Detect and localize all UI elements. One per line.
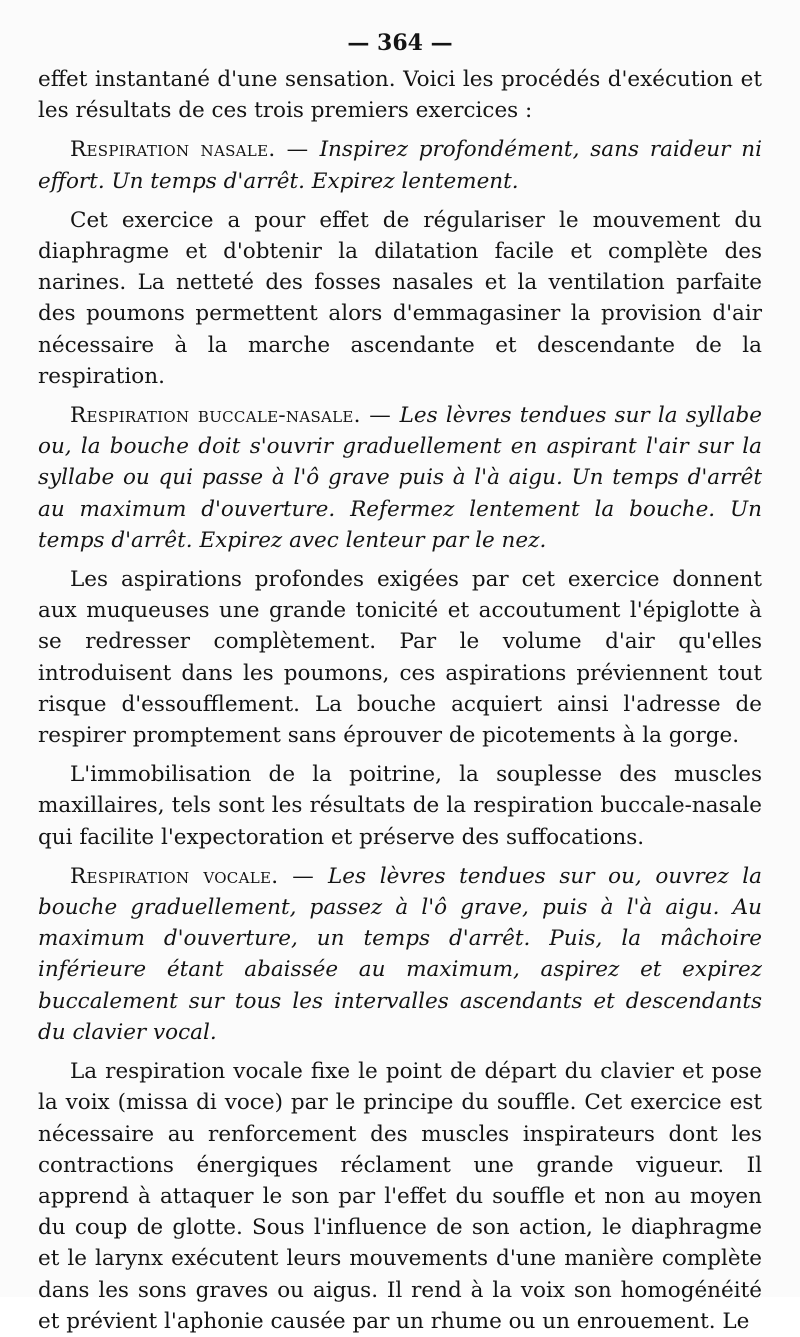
instructions-respiration-buccale-nasale: Les lèvres tendues sur la syllabe ou, la bouche doit s'ouvrir graduellement en aspirant l'air sur la syllabe ou qui passe à l'ô grave puis à l'à aigu. Un temps d'arrêt au maximum d'ouverture. Refermez lentement la bouche. Un temps d'arrêt. Expirez avec lenteur par le nez. bbox=[38, 403, 763, 553]
paragraph-vocale-effects bbox=[38, 1056, 762, 1337]
paragraph-respiration-buccale-nasale bbox=[38, 400, 762, 556]
paragraph-intro bbox=[38, 64, 762, 126]
heading-respiration-nasale: Respiration nasale. — bbox=[70, 137, 320, 163]
heading-respiration-buccale-nasale: Respiration buccale-nasale. — bbox=[70, 403, 400, 429]
paragraph-vocale-effects-text: La respiration vocale fixe le point de départ du clavier et pose la voix (missa di voce) par le principe du souffle. Cet exercice est nécessaire au renforcement des muscles inspirateurs dont les contractions énergiques réclament une grande vigueur. Il apprend à attaquer le son par l'effet du souffle et non au moyen du coup de glotte. Sous l'influence de son action, le diaphragme et le larynx exécutent leurs mouvements d'une manière complète dans les sons graves ou aigus. Il rend à la voix son homogénéité et prévient l'aphonie causée par un rhume ou un enrouement. Le bbox=[38, 1059, 762, 1334]
paragraph-aspirations bbox=[38, 564, 762, 751]
instructions-respiration-nasale: Inspirez profondément, sans raideur ni effort. Un temps d'arrêt. Expirez lentement. bbox=[38, 137, 762, 194]
paragraph-immobilisation bbox=[38, 759, 762, 853]
paragraph-aspirations-text: Les aspirations profondes exigées par cet exercice donnent aux muqueuses une grande tonicité et accoutument l'épiglotte à se redresser complètement. Par le volume d'air qu'elles introduisent dans les poumons, ces aspirations préviennent tout risque d'essoufflement. La bouche acquiert ainsi l'adresse de respirer promptement sans éprouver de picotements à la gorge. bbox=[38, 567, 762, 749]
page-number: — 364 — bbox=[347, 30, 453, 56]
paragraph-immobilisation-text: L'immobilisation de la poitrine, la souplesse des muscles maxillaires, tels sont les résultats de la respiration buccale-nasale qui facilite l'expectoration et préserve des suffocations. bbox=[38, 762, 762, 850]
paragraph-respiration-vocale bbox=[38, 861, 762, 1048]
paragraph-intro-text: effet instantané d'une sensation. Voici les procédés d'exécution et les résultats de ces trois premiers exercices : bbox=[38, 67, 762, 124]
instructions-respiration-vocale: Les lèvres tendues sur ou, ouvrez la bouche graduellement, passez à l'ô grave, puis à l'à aigu. Au maximum d'ouverture, un temps d'arrêt. Puis, la mâchoire inférieure étant abaissée au maximum, aspirez et expirez buccalement sur tous les intervalles ascendants et descendants du clavier vocal. bbox=[38, 863, 762, 1045]
paragraph-nasale-effects-text: Cet exercice a pour effet de régulariser le mouvement du diaphragme et d'obtenir la dilatation facile et complète des narines. La netteté des fosses nasales et la ventilation parfaite des poumons permettent alors d'emmagasiner la provision d'air nécessaire à la marche ascendante et descendante de la respiration. bbox=[38, 207, 762, 389]
heading-respiration-vocale: Respiration vocale. — bbox=[70, 863, 329, 889]
paragraph-respiration-nasale bbox=[38, 134, 762, 196]
paragraph-nasale-effects bbox=[38, 205, 762, 392]
